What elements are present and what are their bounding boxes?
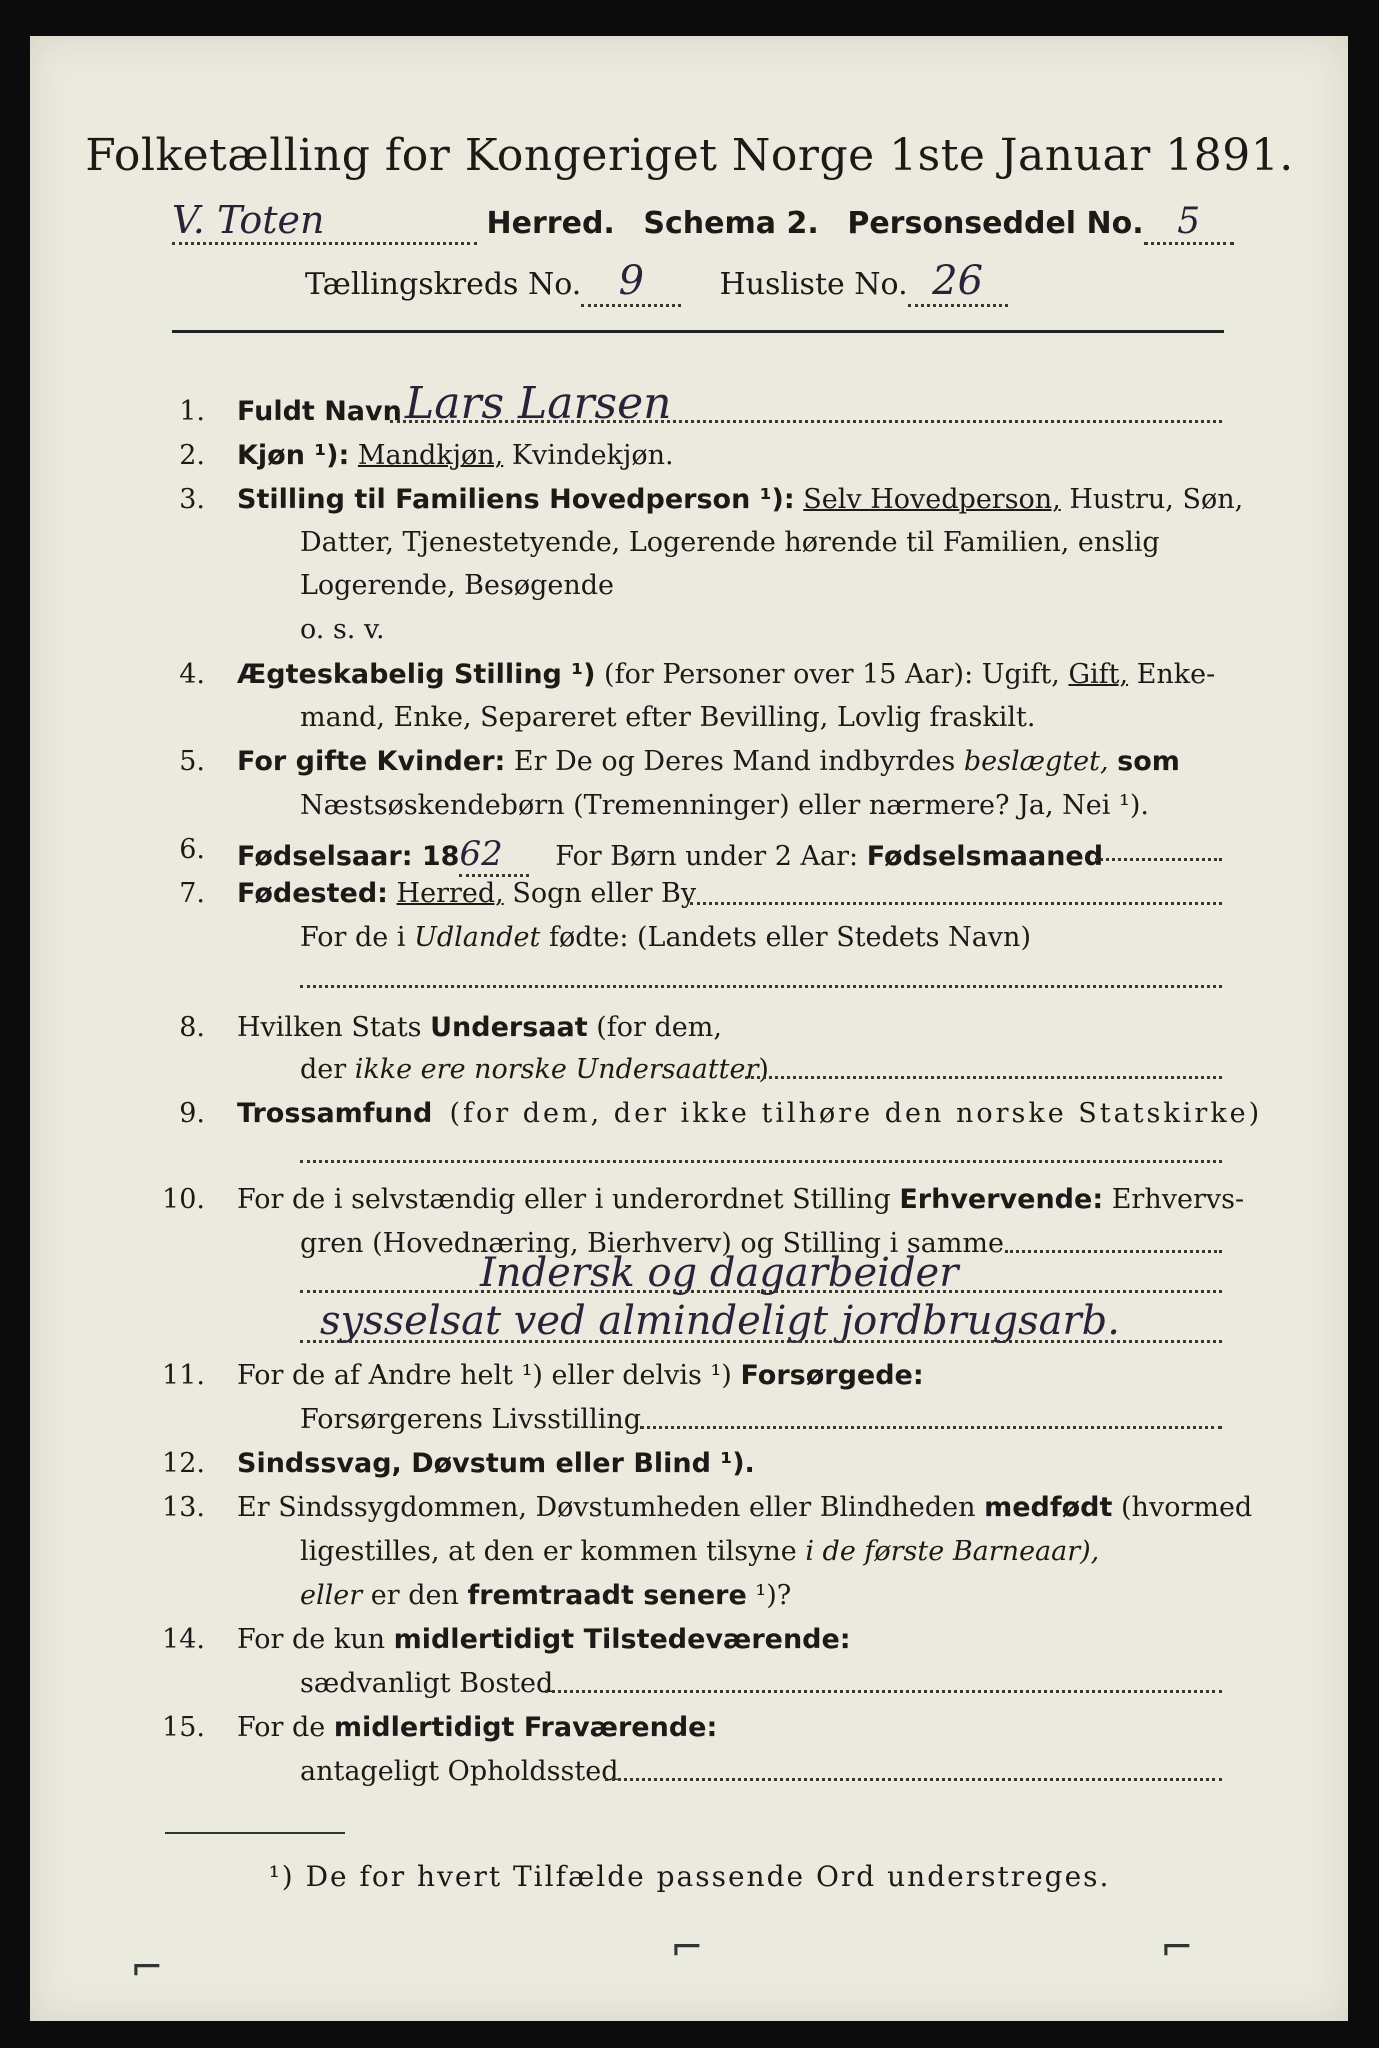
item-7-line-2 xyxy=(300,922,1031,953)
item-9-dotline xyxy=(300,1160,1222,1163)
item-13-line-1 xyxy=(237,1492,1252,1523)
header-rule xyxy=(172,330,1224,333)
corner-mark-right: ⌐ xyxy=(1160,1925,1194,1971)
item-11-line-2: Forsørgerens Livsstilling xyxy=(300,1404,642,1435)
item-6-label: Fødselsaar: 18 xyxy=(237,841,460,872)
item-10-line-1 xyxy=(237,1184,1244,1215)
item-15-line-1 xyxy=(237,1712,717,1743)
item-7-selected: Herred, xyxy=(396,878,504,909)
item-5-line-1 xyxy=(237,746,1180,777)
item-9-number: 9. xyxy=(179,1098,205,1129)
item-1-value: Lars Larsen xyxy=(405,378,672,429)
item-7-text: Sogn eller By xyxy=(512,878,697,909)
item-11-bold: Forsørgede: xyxy=(740,1360,924,1391)
item-8-bold: Undersaat xyxy=(430,1012,588,1043)
item-9-label: Trossamfund xyxy=(237,1098,433,1129)
item-3-label: Stilling til Familiens Hovedperson ¹): xyxy=(237,484,795,515)
item-10-hand-2: sysselsat ved almindeligt jordbrugsarb. xyxy=(320,1298,1120,1344)
item-6-line xyxy=(237,834,1103,877)
item-2-label: Kjøn ¹): xyxy=(237,440,350,471)
item-8-text-2a: der xyxy=(300,1054,347,1085)
item-6-text: For Børn under 2 Aar: xyxy=(555,841,859,872)
herred-line xyxy=(172,198,1234,245)
item-14-dotline xyxy=(545,1690,1222,1693)
husliste-value: 26 xyxy=(908,258,1008,307)
item-10-bold: Erhvervende: xyxy=(899,1184,1104,1215)
item-7-line-1 xyxy=(237,878,696,909)
item-3-selected: Selv Hovedperson, xyxy=(803,484,1061,515)
item-11-dotline xyxy=(640,1426,1222,1429)
item-5-text: Er De og Deres Mand indbyrdes xyxy=(513,746,956,777)
item-3-options: Hustru, Søn, xyxy=(1069,484,1244,515)
item-8-line-2: der ikke ere norske Undersaatter) xyxy=(300,1054,769,1085)
item-3-line-4: o. s. v. xyxy=(300,614,385,645)
item-13-italic: i de første Barneaar), xyxy=(805,1536,1100,1567)
item-4-label: Ægteskabelig Stilling ¹) xyxy=(237,659,596,690)
item-5-label: For gifte Kvinder: xyxy=(237,746,506,777)
corner-mark-left: ⌐ xyxy=(130,1945,164,1991)
item-4-line-2: mand, Enke, Separeret efter Bevilling, Lovlig fraskilt. xyxy=(300,702,1036,733)
item-15-line-2: antageligt Opholdssted xyxy=(300,1756,619,1787)
item-13-text-2: (hvormed xyxy=(1121,1492,1253,1523)
item-5-line-2: Næstsøskendebørn (Tremenninger) eller nærmere? Ja, Nei ¹). xyxy=(300,790,1149,821)
item-6-dotline xyxy=(1095,858,1222,861)
item-13-number: 13. xyxy=(162,1492,205,1523)
item-15-dotline xyxy=(605,1778,1222,1781)
footnote: ¹) De for hvert Tilfælde passende Ord understreges. xyxy=(268,1860,1111,1893)
item-13-bold-2: fremtraadt senere xyxy=(467,1580,747,1611)
item-7-dotline-2 xyxy=(300,985,1222,988)
item-5-italic: beslægtet, xyxy=(963,746,1109,777)
item-2-option-male: Mandkjøn, xyxy=(357,440,504,471)
item-7-text-2b: fødte: (Landets eller Stedets Navn) xyxy=(548,922,1031,953)
item-13-text-3a: er den xyxy=(370,1580,459,1611)
item-11-line-1 xyxy=(237,1360,924,1391)
item-13-italic-2: eller xyxy=(300,1580,363,1611)
item-7-italic: Udlandet xyxy=(414,922,541,953)
corner-mark-center: ⌐ xyxy=(670,1925,704,1971)
husliste-label: Husliste No. xyxy=(719,267,908,302)
kreds-line xyxy=(305,258,1008,307)
kreds-value: 9 xyxy=(581,258,681,307)
item-7-text-2a: For de i xyxy=(300,922,406,953)
item-15-bold: midlertidigt Fraværende: xyxy=(333,1712,718,1743)
item-7-number: 7. xyxy=(179,878,205,909)
item-4-text: (for Personer over 15 Aar): Ugift, xyxy=(604,659,1060,690)
item-13-line-3 xyxy=(300,1580,791,1611)
item-9-line xyxy=(237,1098,1262,1129)
item-13-text-2a: ligestilles, at den er kommen tilsyne xyxy=(300,1536,797,1567)
item-8-line-1 xyxy=(237,1012,722,1043)
item-7-dotline xyxy=(690,902,1222,905)
item-10-line-2: gren (Hovednæring, Bierhverv) og Stilling i samme xyxy=(300,1228,1005,1259)
item-6-number: 6. xyxy=(179,834,205,865)
form-title: Folketælling for Kongeriget Norge 1ste Januar 1891. xyxy=(85,130,1294,181)
item-10-dotline-3 xyxy=(300,1340,1222,1343)
item-10-number: 10. xyxy=(162,1184,205,1215)
item-2-number: 2. xyxy=(179,440,205,471)
item-8-dotline xyxy=(745,1076,1222,1079)
item-10-text-2: Erhvervs- xyxy=(1111,1184,1245,1215)
item-2-option-female: Kvindekjøn. xyxy=(511,440,674,471)
item-10-dotline-1 xyxy=(1005,1250,1222,1253)
herred-value: V. Toten xyxy=(172,198,477,245)
item-6-year: 62 xyxy=(459,834,529,877)
item-8-text: Hvilken Stats xyxy=(237,1012,422,1043)
item-5-text-2: som xyxy=(1117,746,1180,777)
item-3-line-2: Datter, Tjenestetyende, Logerende hørende til Familien, enslig xyxy=(300,527,1160,558)
item-12-label: Sindssvag, Døvstum eller Blind ¹). xyxy=(237,1448,755,1479)
item-15-text: For de xyxy=(237,1712,326,1743)
item-14-number: 14. xyxy=(162,1624,205,1655)
item-8-italic: ikke ere norske Undersaatter xyxy=(354,1054,759,1085)
item-4-text-2: Enke- xyxy=(1136,659,1216,690)
personseddel-value: 5 xyxy=(1144,201,1234,245)
item-14-bold: midlertidigt Tilstedeværende: xyxy=(393,1624,851,1655)
item-13-text-3c: ¹)? xyxy=(755,1580,792,1611)
footnote-rule xyxy=(165,1832,345,1834)
item-11-text: For de af Andre helt ¹) eller delvis ¹) xyxy=(237,1360,732,1391)
kreds-label: Tællingskreds No. xyxy=(305,267,582,302)
item-3-line-1 xyxy=(237,484,1243,515)
item-8-text-2: (for dem, xyxy=(596,1012,722,1043)
item-10-hand-1: Indersk og dagarbeider xyxy=(480,1250,959,1296)
item-10-dotline-2 xyxy=(300,1290,1222,1293)
item-3-line-3: Logerende, Besøgende xyxy=(300,570,614,601)
item-9-text: (for dem, der ikke tilhøre den norske Statskirke) xyxy=(449,1098,1263,1129)
item-10-text: For de i selvstændig eller i underordnet Stilling xyxy=(237,1184,891,1215)
item-1-label: Fuldt Navn xyxy=(237,396,402,427)
item-6-month-label: Fødselsmaaned xyxy=(866,841,1104,872)
item-4-selected: Gift, xyxy=(1068,659,1129,690)
item-15-number: 15. xyxy=(162,1712,205,1743)
schema-label: Schema 2. xyxy=(643,206,819,241)
item-3-number: 3. xyxy=(179,484,205,515)
item-14-line-2: sædvanligt Bosted xyxy=(300,1668,554,1699)
item-4-line-1 xyxy=(237,659,1215,690)
item-2-line xyxy=(237,440,674,471)
item-11-number: 11. xyxy=(162,1360,205,1391)
item-7-label: Fødested: xyxy=(237,878,388,909)
item-14-line-1 xyxy=(237,1624,851,1655)
item-8-number: 8. xyxy=(179,1012,205,1043)
herred-label: Herred. xyxy=(486,206,615,241)
item-12-number: 12. xyxy=(162,1448,205,1479)
item-13-text: Er Sindssygdommen, Døvstumheden eller Blindheden xyxy=(237,1492,976,1523)
item-13-bold: medfødt xyxy=(984,1492,1113,1523)
item-4-number: 4. xyxy=(179,659,205,690)
item-13-line-2 xyxy=(300,1536,1099,1567)
personseddel-label: Personseddel No. xyxy=(847,206,1144,241)
item-5-number: 5. xyxy=(179,746,205,777)
item-14-text: For de kun xyxy=(237,1624,385,1655)
item-1-dotline xyxy=(390,420,1222,423)
item-1-number: 1. xyxy=(179,396,205,427)
